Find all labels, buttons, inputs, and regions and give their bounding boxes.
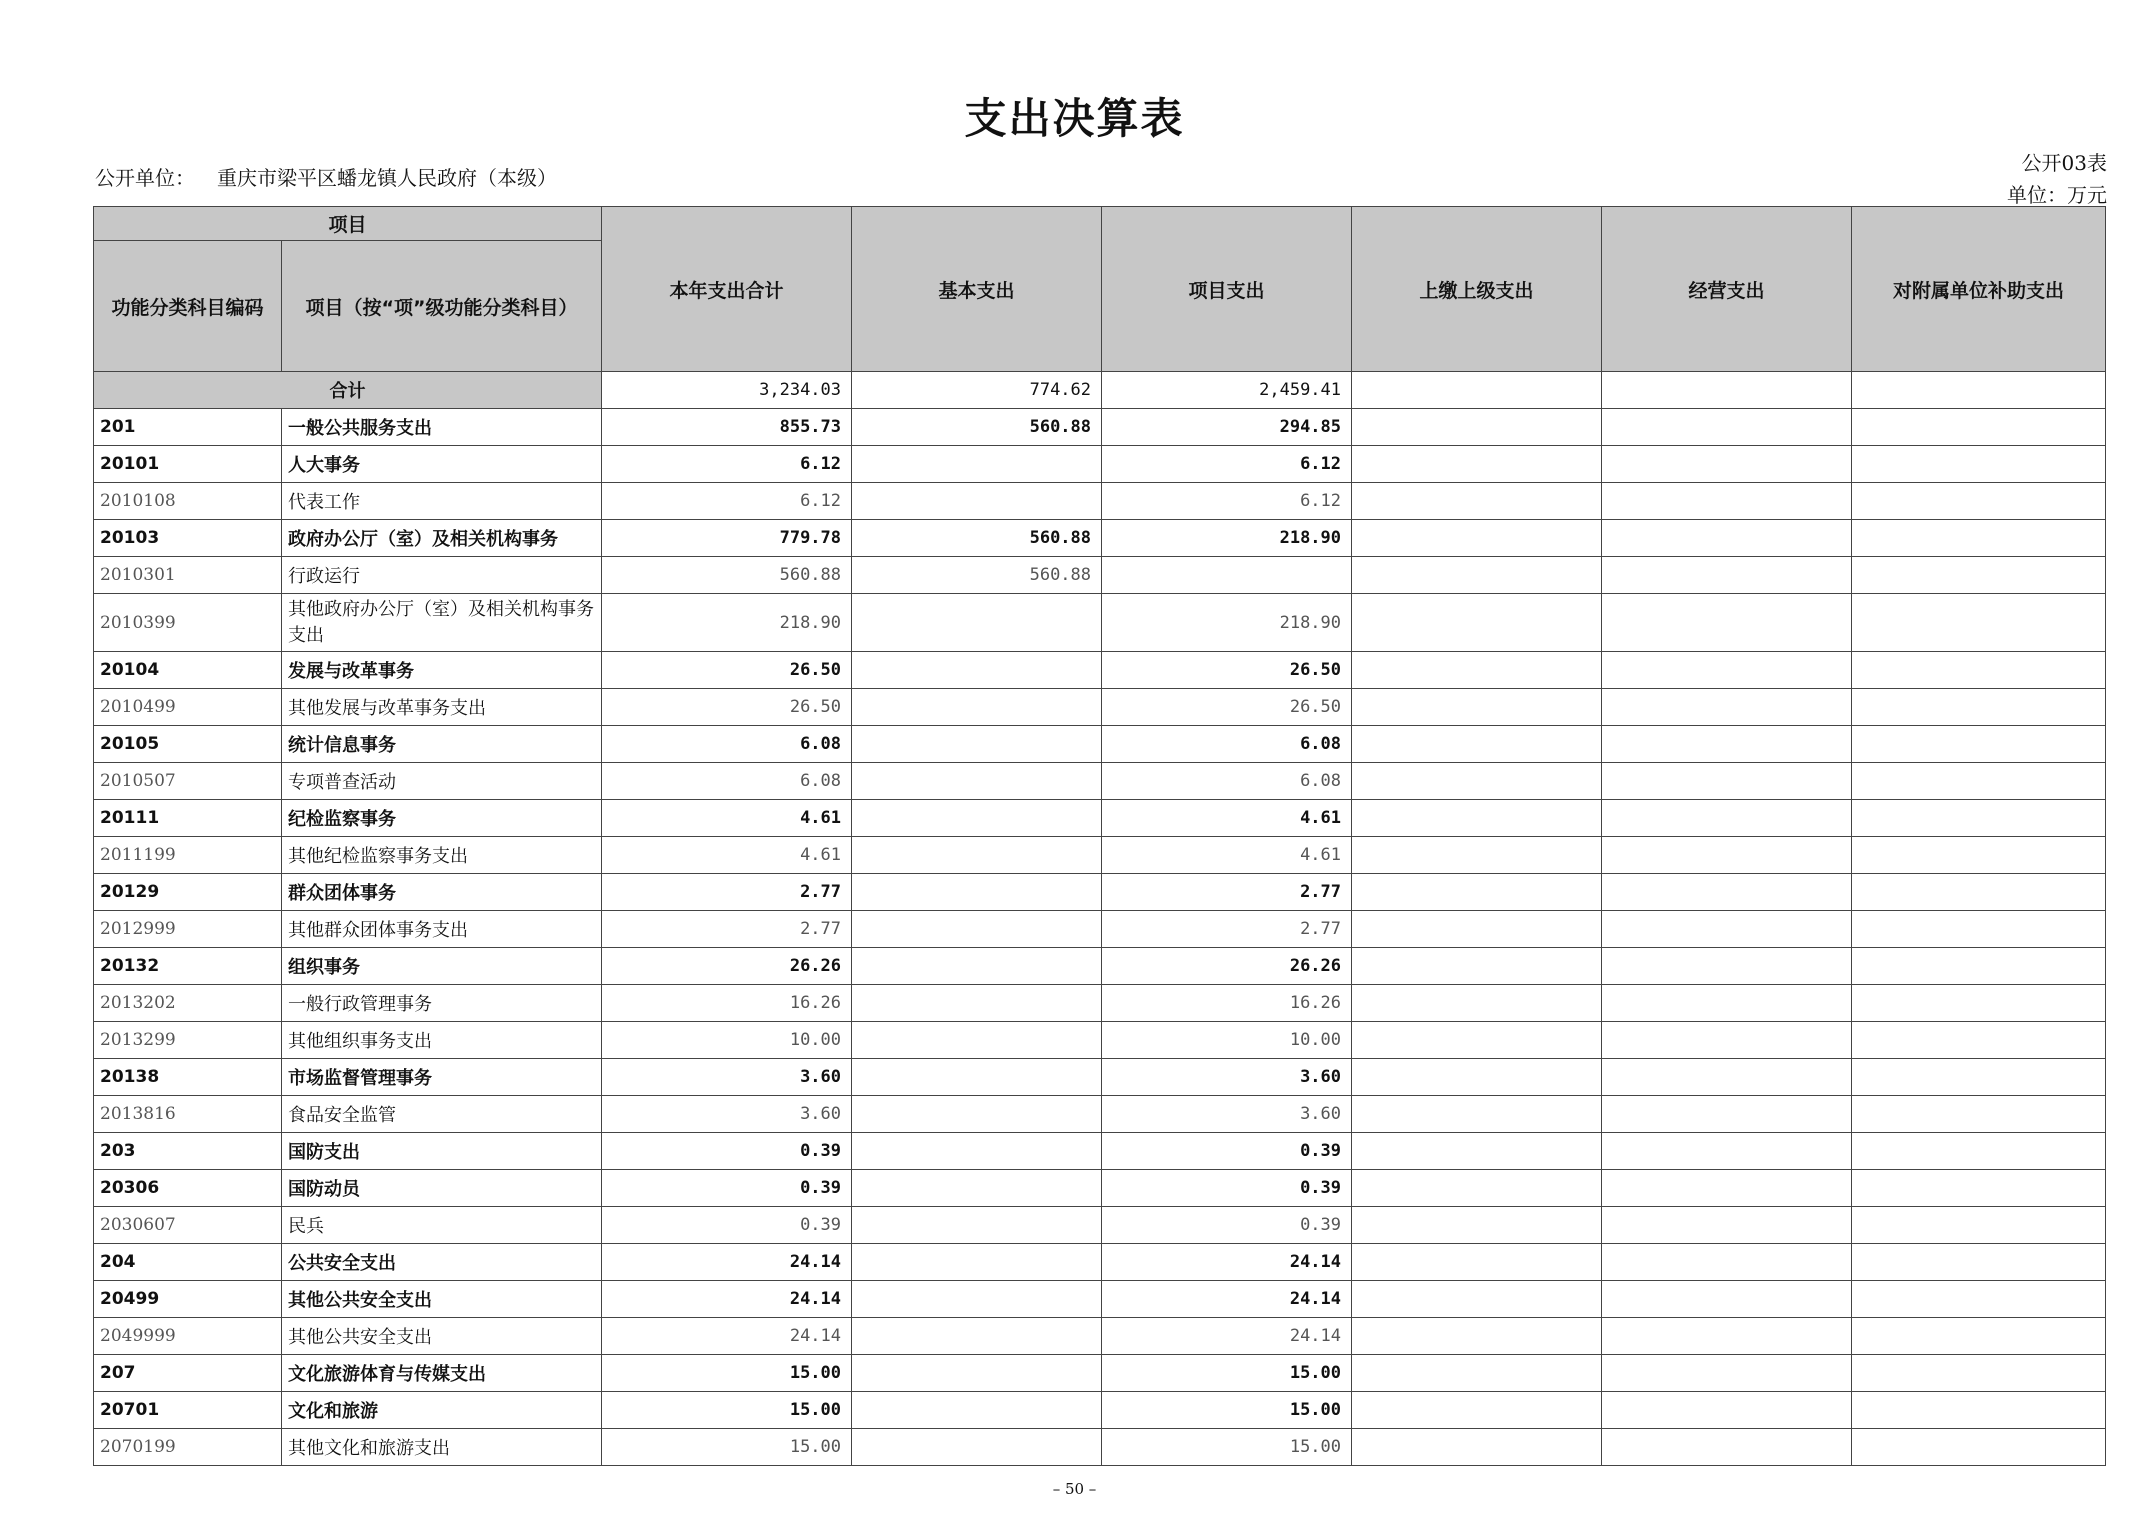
table-row	[94, 1059, 2106, 1096]
subsidy-cell	[1852, 409, 2106, 446]
code-cell: 20105	[94, 726, 282, 763]
upper-cell	[1352, 652, 1602, 689]
total-cell: 4.61	[602, 837, 852, 874]
business-cell	[1602, 1355, 1852, 1392]
project-cell: 4.61	[1102, 837, 1352, 874]
name-cell: 其他纪检监察事务支出	[282, 837, 602, 874]
name-cell: 其他公共安全支出	[282, 1318, 602, 1355]
basic-cell	[852, 1022, 1102, 1059]
total-cell: 24.14	[602, 1281, 852, 1318]
total-cell: 15.00	[602, 1355, 852, 1392]
project-cell: 3.60	[1102, 1059, 1352, 1096]
project-cell: 15.00	[1102, 1429, 1352, 1466]
basic-cell	[852, 1207, 1102, 1244]
basic-cell: 560.88	[852, 520, 1102, 557]
code-cell: 20111	[94, 800, 282, 837]
total-cell: 6.08	[602, 763, 852, 800]
table-row	[94, 800, 2106, 837]
project-cell: 218.90	[1102, 520, 1352, 557]
upper-cell	[1352, 874, 1602, 911]
upper-cell	[1352, 800, 1602, 837]
basic-cell	[852, 483, 1102, 520]
table-row	[94, 948, 2106, 985]
basic-cell	[852, 1392, 1102, 1429]
business-cell	[1602, 911, 1852, 948]
unit-label: 公开单位：	[95, 166, 195, 190]
name-cell: 其他政府办公厅（室）及相关机构事务支出	[282, 594, 602, 652]
basic-cell	[852, 446, 1102, 483]
name-cell: 一般公共服务支出	[282, 409, 602, 446]
total-cell: 26.26	[602, 948, 852, 985]
table-row	[94, 1281, 2106, 1318]
project-cell: 6.08	[1102, 726, 1352, 763]
unit-name: 重庆市梁平区蟠龙镇人民政府（本级）	[217, 166, 557, 190]
project-cell: 6.12	[1102, 446, 1352, 483]
basic-cell	[852, 1281, 1102, 1318]
basic-cell	[852, 800, 1102, 837]
name-cell: 文化和旅游	[282, 1392, 602, 1429]
total-cell: 0.39	[602, 1133, 852, 1170]
total-cell: 779.78	[602, 520, 852, 557]
upper-cell	[1352, 1318, 1602, 1355]
upper-cell	[1352, 483, 1602, 520]
subsidy-cell	[1852, 800, 2106, 837]
business-cell	[1602, 689, 1852, 726]
table-row	[94, 1170, 2106, 1207]
subsidy-cell	[1852, 837, 2106, 874]
header-total: 本年支出合计	[602, 207, 852, 372]
subsidy-cell	[1852, 1022, 2106, 1059]
subsidy-cell	[1852, 985, 2106, 1022]
table-row	[94, 911, 2106, 948]
project-cell: 15.00	[1102, 1355, 1352, 1392]
basic-cell: 560.88	[852, 557, 1102, 594]
project-cell: 2.77	[1102, 911, 1352, 948]
subsidy-cell	[1852, 594, 2106, 652]
total-amount: 3,234.03	[602, 372, 852, 409]
code-cell: 20132	[94, 948, 282, 985]
basic-cell	[852, 948, 1102, 985]
name-cell: 国防支出	[282, 1133, 602, 1170]
header-basic: 基本支出	[852, 207, 1102, 372]
table-row	[94, 446, 2106, 483]
upper-cell	[1352, 594, 1602, 652]
name-cell: 组织事务	[282, 948, 602, 985]
name-cell: 政府办公厅（室）及相关机构事务	[282, 520, 602, 557]
subsidy-cell	[1852, 726, 2106, 763]
business-cell	[1602, 837, 1852, 874]
business-cell	[1602, 800, 1852, 837]
basic-cell	[852, 1244, 1102, 1281]
name-cell: 其他发展与改革事务支出	[282, 689, 602, 726]
code-cell: 2010499	[94, 689, 282, 726]
total-cell: 16.26	[602, 985, 852, 1022]
table-row	[94, 985, 2106, 1022]
expenditure-table	[93, 206, 2106, 1466]
total-row	[94, 372, 2106, 409]
subsidy-cell	[1852, 874, 2106, 911]
name-cell: 统计信息事务	[282, 726, 602, 763]
total-business	[1602, 372, 1852, 409]
business-cell	[1602, 1429, 1852, 1466]
code-cell: 2010301	[94, 557, 282, 594]
table-row	[94, 483, 2106, 520]
business-cell	[1602, 874, 1852, 911]
total-cell: 15.00	[602, 1392, 852, 1429]
name-cell: 国防动员	[282, 1170, 602, 1207]
total-upper	[1352, 372, 1602, 409]
table-row	[94, 726, 2106, 763]
project-cell: 2.77	[1102, 874, 1352, 911]
subsidy-cell	[1852, 520, 2106, 557]
basic-cell: 560.88	[852, 409, 1102, 446]
subsidy-cell	[1852, 1096, 2106, 1133]
code-cell: 20499	[94, 1281, 282, 1318]
code-cell: 2070199	[94, 1429, 282, 1466]
name-cell: 专项普查活动	[282, 763, 602, 800]
name-cell: 其他组织事务支出	[282, 1022, 602, 1059]
project-cell: 218.90	[1102, 594, 1352, 652]
name-cell: 一般行政管理事务	[282, 985, 602, 1022]
upper-cell	[1352, 837, 1602, 874]
code-cell: 20101	[94, 446, 282, 483]
basic-cell	[852, 874, 1102, 911]
subsidy-cell	[1852, 1429, 2106, 1466]
subsidy-cell	[1852, 911, 2106, 948]
upper-cell	[1352, 1392, 1602, 1429]
upper-cell	[1352, 1022, 1602, 1059]
business-cell	[1602, 1392, 1852, 1429]
business-cell	[1602, 1207, 1852, 1244]
project-cell: 0.39	[1102, 1170, 1352, 1207]
subsidy-cell	[1852, 1318, 2106, 1355]
code-cell: 2012999	[94, 911, 282, 948]
total-cell: 2.77	[602, 874, 852, 911]
upper-cell	[1352, 1429, 1602, 1466]
total-cell: 3.60	[602, 1096, 852, 1133]
total-cell: 26.50	[602, 689, 852, 726]
table-row	[94, 409, 2106, 446]
table-row	[94, 1022, 2106, 1059]
business-cell	[1602, 1022, 1852, 1059]
total-cell: 10.00	[602, 1022, 852, 1059]
code-cell: 203	[94, 1133, 282, 1170]
code-cell: 2013299	[94, 1022, 282, 1059]
code-cell: 2010507	[94, 763, 282, 800]
name-cell: 纪检监察事务	[282, 800, 602, 837]
code-cell: 2013202	[94, 985, 282, 1022]
subsidy-cell	[1852, 1355, 2106, 1392]
business-cell	[1602, 483, 1852, 520]
business-cell	[1602, 763, 1852, 800]
code-cell: 204	[94, 1244, 282, 1281]
basic-cell	[852, 985, 1102, 1022]
business-cell	[1602, 1096, 1852, 1133]
total-cell: 560.88	[602, 557, 852, 594]
table-row	[94, 689, 2106, 726]
subsidy-cell	[1852, 557, 2106, 594]
unit-line	[95, 162, 557, 191]
table-row	[94, 1207, 2106, 1244]
basic-cell	[852, 1429, 1102, 1466]
basic-cell	[852, 763, 1102, 800]
upper-cell	[1352, 985, 1602, 1022]
subsidy-cell	[1852, 1392, 2106, 1429]
business-cell	[1602, 1244, 1852, 1281]
total-label: 合计	[94, 372, 602, 409]
basic-cell	[852, 1096, 1102, 1133]
upper-cell	[1352, 726, 1602, 763]
business-cell	[1602, 948, 1852, 985]
total-cell: 6.12	[602, 483, 852, 520]
code-cell: 2011199	[94, 837, 282, 874]
code-cell: 20138	[94, 1059, 282, 1096]
table-row	[94, 652, 2106, 689]
upper-cell	[1352, 689, 1602, 726]
project-cell	[1102, 557, 1352, 594]
subsidy-cell	[1852, 446, 2106, 483]
total-subsidy	[1852, 372, 2106, 409]
basic-cell	[852, 911, 1102, 948]
table-row	[94, 1244, 2106, 1281]
basic-cell	[852, 1170, 1102, 1207]
code-cell: 20701	[94, 1392, 282, 1429]
code-cell: 20103	[94, 520, 282, 557]
name-cell: 人大事务	[282, 446, 602, 483]
project-cell: 24.14	[1102, 1244, 1352, 1281]
project-cell: 4.61	[1102, 800, 1352, 837]
name-cell: 代表工作	[282, 483, 602, 520]
header-subsidy: 对附属单位补助支出	[1852, 207, 2106, 372]
subsidy-cell	[1852, 948, 2106, 985]
project-cell: 3.60	[1102, 1096, 1352, 1133]
upper-cell	[1352, 1244, 1602, 1281]
code-cell: 2010108	[94, 483, 282, 520]
project-cell: 26.50	[1102, 652, 1352, 689]
project-cell: 0.39	[1102, 1207, 1352, 1244]
basic-cell	[852, 1355, 1102, 1392]
basic-cell	[852, 689, 1102, 726]
project-cell: 24.14	[1102, 1281, 1352, 1318]
name-cell: 其他文化和旅游支出	[282, 1429, 602, 1466]
basic-cell	[852, 1059, 1102, 1096]
table-row	[94, 1318, 2106, 1355]
total-cell: 15.00	[602, 1429, 852, 1466]
business-cell	[1602, 446, 1852, 483]
business-cell	[1602, 1318, 1852, 1355]
subsidy-cell	[1852, 1133, 2106, 1170]
project-cell: 26.26	[1102, 948, 1352, 985]
header-item: 项目	[94, 207, 602, 241]
business-cell	[1602, 652, 1852, 689]
subsidy-cell	[1852, 1281, 2106, 1318]
total-cell: 0.39	[602, 1207, 852, 1244]
subsidy-cell	[1852, 652, 2106, 689]
name-cell: 其他群众团体事务支出	[282, 911, 602, 948]
table-row	[94, 1392, 2106, 1429]
project-cell: 24.14	[1102, 1318, 1352, 1355]
business-cell	[1602, 985, 1852, 1022]
upper-cell	[1352, 1355, 1602, 1392]
business-cell	[1602, 1281, 1852, 1318]
total-cell: 6.08	[602, 726, 852, 763]
subsidy-cell	[1852, 483, 2106, 520]
upper-cell	[1352, 1207, 1602, 1244]
upper-cell	[1352, 446, 1602, 483]
header-code: 功能分类科目编码	[94, 241, 282, 372]
table-row	[94, 1133, 2106, 1170]
subsidy-cell	[1852, 689, 2106, 726]
total-cell: 218.90	[602, 594, 852, 652]
name-cell: 行政运行	[282, 557, 602, 594]
table-row	[94, 1355, 2106, 1392]
subsidy-cell	[1852, 763, 2106, 800]
subsidy-cell	[1852, 1170, 2106, 1207]
table-row	[94, 763, 2106, 800]
business-cell	[1602, 594, 1852, 652]
table-row	[94, 874, 2106, 911]
project-cell: 10.00	[1102, 1022, 1352, 1059]
business-cell	[1602, 557, 1852, 594]
basic-cell	[852, 1318, 1102, 1355]
total-cell: 24.14	[602, 1318, 852, 1355]
table-row	[94, 520, 2106, 557]
upper-cell	[1352, 1281, 1602, 1318]
business-cell	[1602, 1133, 1852, 1170]
name-cell: 发展与改革事务	[282, 652, 602, 689]
subsidy-cell	[1852, 1059, 2106, 1096]
name-cell: 食品安全监管	[282, 1096, 602, 1133]
upper-cell	[1352, 1170, 1602, 1207]
upper-cell	[1352, 911, 1602, 948]
project-cell: 0.39	[1102, 1133, 1352, 1170]
subsidy-cell	[1852, 1244, 2106, 1281]
basic-cell	[852, 837, 1102, 874]
header-project: 项目支出	[1102, 207, 1352, 372]
project-cell: 6.12	[1102, 483, 1352, 520]
total-cell: 3.60	[602, 1059, 852, 1096]
business-cell	[1602, 520, 1852, 557]
name-cell: 群众团体事务	[282, 874, 602, 911]
name-cell: 其他公共安全支出	[282, 1281, 602, 1318]
business-cell	[1602, 726, 1852, 763]
total-cell: 24.14	[602, 1244, 852, 1281]
page-title: 支出决算表	[964, 94, 1185, 143]
basic-cell	[852, 1133, 1102, 1170]
upper-cell	[1352, 1059, 1602, 1096]
total-cell: 6.12	[602, 446, 852, 483]
upper-cell	[1352, 557, 1602, 594]
total-cell: 26.50	[602, 652, 852, 689]
table-row	[94, 594, 2106, 652]
code-cell: 20104	[94, 652, 282, 689]
project-cell: 6.08	[1102, 763, 1352, 800]
total-cell: 2.77	[602, 911, 852, 948]
table-row	[94, 837, 2106, 874]
upper-cell	[1352, 520, 1602, 557]
table-row	[94, 1096, 2106, 1133]
project-cell: 294.85	[1102, 409, 1352, 446]
code-cell: 2013816	[94, 1096, 282, 1133]
basic-cell	[852, 726, 1102, 763]
total-cell: 4.61	[602, 800, 852, 837]
subsidy-cell	[1852, 1207, 2106, 1244]
code-cell: 20129	[94, 874, 282, 911]
project-cell: 16.26	[1102, 985, 1352, 1022]
total-cell: 855.73	[602, 409, 852, 446]
name-cell: 民兵	[282, 1207, 602, 1244]
code-cell: 2030607	[94, 1207, 282, 1244]
upper-cell	[1352, 1133, 1602, 1170]
money-unit: 单位：万元	[2007, 183, 2107, 207]
upper-cell	[1352, 948, 1602, 985]
code-cell: 20306	[94, 1170, 282, 1207]
name-cell: 公共安全支出	[282, 1244, 602, 1281]
name-cell: 市场监督管理事务	[282, 1059, 602, 1096]
header-upper: 上缴上级支出	[1352, 207, 1602, 372]
total-basic: 774.62	[852, 372, 1102, 409]
form-number: 公开03表	[2021, 151, 2107, 175]
code-cell: 201	[94, 409, 282, 446]
business-cell	[1602, 409, 1852, 446]
basic-cell	[852, 594, 1102, 652]
page-number: – 50 –	[1052, 1480, 1097, 1498]
project-cell: 15.00	[1102, 1392, 1352, 1429]
code-cell: 2010399	[94, 594, 282, 652]
basic-cell	[852, 652, 1102, 689]
name-cell: 文化旅游体育与传媒支出	[282, 1355, 602, 1392]
upper-cell	[1352, 1096, 1602, 1133]
table-row	[94, 1429, 2106, 1466]
header-name: 项目（按“项”级功能分类科目）	[282, 241, 602, 372]
project-cell: 26.50	[1102, 689, 1352, 726]
upper-cell	[1352, 763, 1602, 800]
total-project: 2,459.41	[1102, 372, 1352, 409]
code-cell: 207	[94, 1355, 282, 1392]
header-business: 经营支出	[1602, 207, 1852, 372]
table-row	[94, 557, 2106, 594]
total-cell: 0.39	[602, 1170, 852, 1207]
code-cell: 2049999	[94, 1318, 282, 1355]
business-cell	[1602, 1170, 1852, 1207]
business-cell	[1602, 1059, 1852, 1096]
upper-cell	[1352, 409, 1602, 446]
